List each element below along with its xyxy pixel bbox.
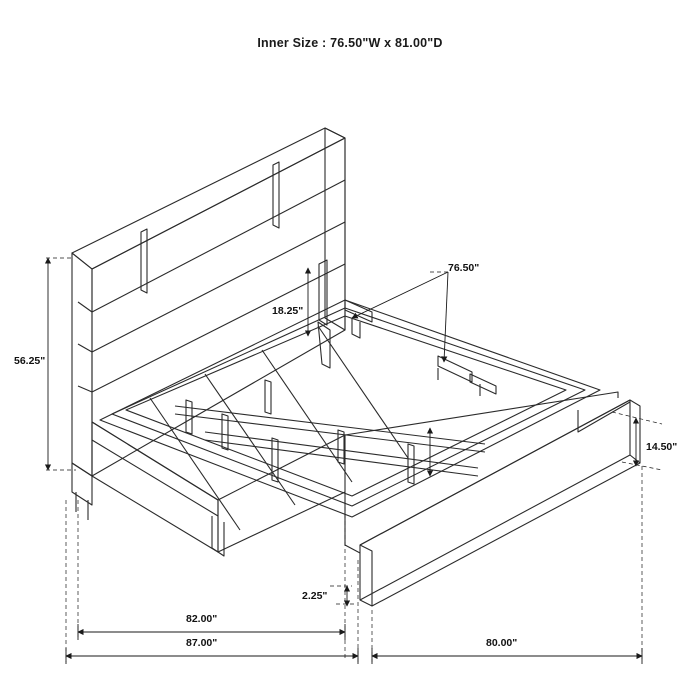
label-footboard-height: 14.50" bbox=[646, 441, 678, 453]
page-title: Inner Size : 76.50"W x 81.00"D bbox=[257, 36, 443, 50]
label-overall-length: 87.00" bbox=[186, 637, 218, 649]
label-overall-height: 56.25" bbox=[14, 355, 46, 367]
label-interior-width: 76.50" bbox=[448, 262, 480, 274]
dim-interior-width-leader2 bbox=[444, 272, 448, 362]
label-deck-clearance: 2.25" bbox=[302, 590, 328, 602]
label-inner-length: 82.00" bbox=[186, 613, 218, 625]
dim-interior-width-leader bbox=[352, 272, 448, 318]
label-overall-width: 80.00" bbox=[486, 637, 518, 649]
bed-outline bbox=[72, 128, 640, 606]
label-headboard-panel-height: 18.25" bbox=[272, 305, 304, 317]
